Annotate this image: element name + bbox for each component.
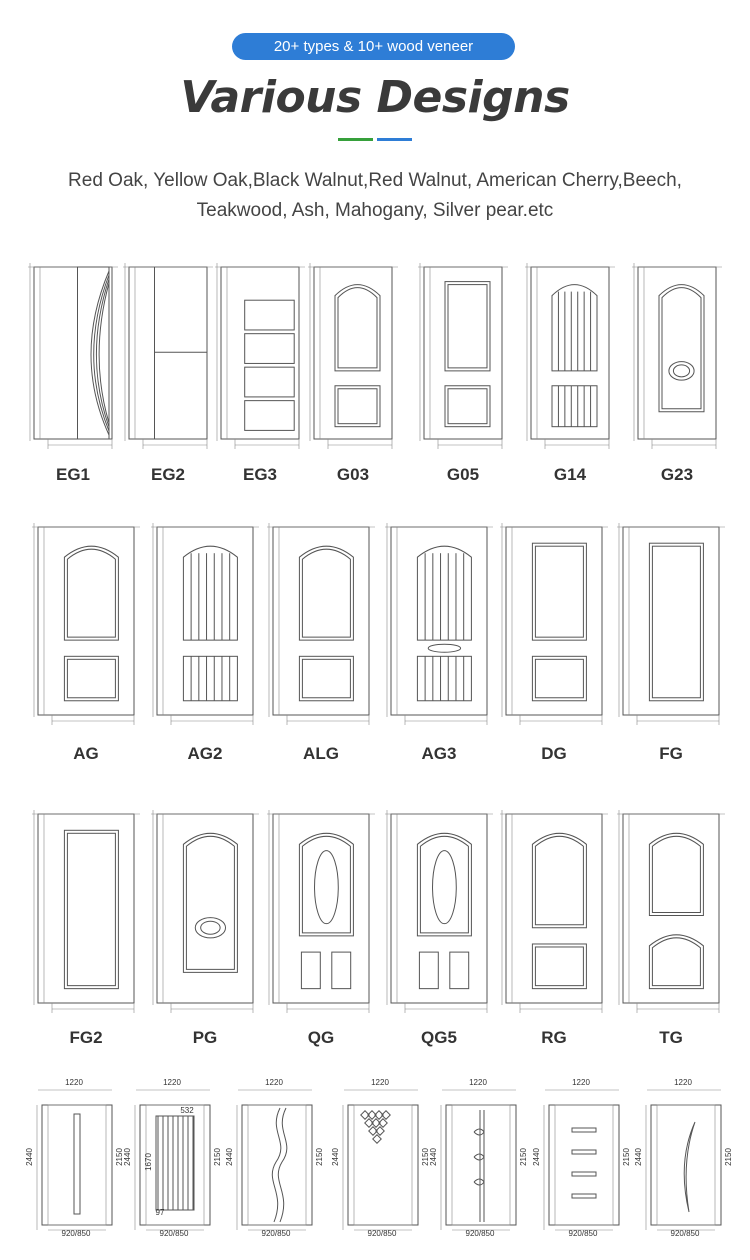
door-design-tg [617,810,725,1013]
door-design-dg [500,523,608,725]
height-dimension: 2440 [225,1148,234,1166]
door-model-label: EG1 [55,465,91,484]
door-drawing [123,263,213,449]
door-width-dimension: 920/850 [670,1229,700,1238]
width-dimension: 1220 [674,1078,692,1087]
inner-width-dimension: 532 [180,1106,194,1115]
door-design-qg [267,810,375,1013]
door-drawing [151,523,259,725]
height-dimension: 2440 [123,1148,132,1166]
width-dimension: 1220 [572,1078,590,1087]
door-design-fg2 [32,810,140,1013]
door-design-qg5 [385,810,493,1013]
door-width-dimension: 920/850 [261,1229,291,1238]
door-model-label: AG2 [187,744,223,763]
door-skin-drawing-4 [331,1072,434,1238]
door-design-eg1 [28,263,118,449]
door-design-ag3 [385,523,493,725]
door-model-label: AG [73,744,99,763]
door-design-fg [617,523,725,725]
inner-height-dimension: 2150 [213,1148,222,1166]
height-dimension: 2440 [331,1148,340,1166]
door-model-label: DG [541,744,567,763]
door-drawing [500,810,608,1013]
door-drawing [151,810,259,1013]
door-design-g05 [418,263,508,449]
door-drawing [385,523,493,725]
door-width-dimension: 920/850 [61,1229,91,1238]
door-drawing [28,263,118,449]
door-design-g03 [308,263,398,449]
door-skin-drawing-2 [123,1072,226,1238]
inner-height-dimension: 2150 [315,1148,324,1166]
door-model-label: RG [541,1028,567,1047]
door-model-label: QG5 [421,1028,457,1047]
door-model-label: FG [659,744,683,763]
door-design-g14 [525,263,615,449]
door-model-label: FG2 [69,1028,103,1047]
door-design-g23 [632,263,722,449]
wood-species-line-2: Teakwood, Ash, Mahogany, Silver pear.etc [196,200,554,221]
door-width-dimension: 920/850 [367,1229,397,1238]
width-dimension: 1220 [371,1078,389,1087]
veneer-badge: 20+ types & 10+ wood veneer [232,33,515,60]
inner-height-dimension: 2150 [115,1148,124,1166]
door-width-dimension: 920/850 [159,1229,189,1238]
door-design-alg [267,523,375,725]
width-dimension: 1220 [163,1078,181,1087]
door-width-dimension: 920/850 [568,1229,598,1238]
width-dimension: 1220 [469,1078,487,1087]
door-design-ag2 [151,523,259,725]
door-model-label: AG3 [421,744,457,763]
door-drawing [418,263,508,449]
width-dimension: 1220 [65,1078,83,1087]
inner-height-dimension: 2150 [421,1148,430,1166]
door-design-rg [500,810,608,1013]
door-drawing [215,263,305,449]
door-design-pg [151,810,259,1013]
door-drawing [267,810,375,1013]
groove-height-dimension: 1670 [144,1153,153,1171]
door-skin-drawing-3 [225,1072,328,1238]
door-drawing [617,523,725,725]
door-drawing [32,523,140,725]
inner-height-dimension: 2150 [622,1148,631,1166]
door-model-label: G23 [660,465,694,484]
width-dimension: 1220 [265,1078,283,1087]
accent-bar-blue [377,138,412,141]
door-drawing [617,810,725,1013]
door-model-label: G05 [446,465,480,484]
wood-species-line-1: Red Oak, Yellow Oak,Black Walnut,Red Walnut, American Cherry,Beech, [68,170,682,191]
door-drawing [632,263,722,449]
door-model-label: EG3 [242,465,278,484]
door-drawing [267,523,375,725]
height-dimension: 2440 [532,1148,541,1166]
door-drawing [32,810,140,1013]
door-model-label: PG [192,1028,218,1047]
door-model-label: G03 [336,465,370,484]
door-drawing [500,523,608,725]
door-model-label: ALG [303,744,339,763]
door-skin-drawing-6 [532,1072,635,1238]
page-title: Various Designs [180,72,570,123]
door-width-dimension: 920/850 [465,1229,495,1238]
door-design-ag [32,523,140,725]
door-design-eg3 [215,263,305,449]
door-model-label: G14 [553,465,587,484]
door-drawing [308,263,398,449]
inner-height-dimension: 2150 [724,1148,733,1166]
bottom-gap-dimension: 97 [155,1208,165,1217]
door-model-label: TG [659,1028,683,1047]
door-model-label: EG2 [150,465,186,484]
door-model-label: QG [307,1028,335,1047]
door-drawing [525,263,615,449]
accent-bar-green [338,138,373,141]
door-skin-drawing-1 [25,1072,128,1238]
door-skin-drawing-7 [634,1072,737,1238]
height-dimension: 2440 [25,1148,34,1166]
door-drawing [385,810,493,1013]
height-dimension: 2440 [429,1148,438,1166]
door-skin-drawing-5 [429,1072,532,1238]
door-design-eg2 [123,263,213,449]
inner-height-dimension: 2150 [519,1148,528,1166]
height-dimension: 2440 [634,1148,643,1166]
